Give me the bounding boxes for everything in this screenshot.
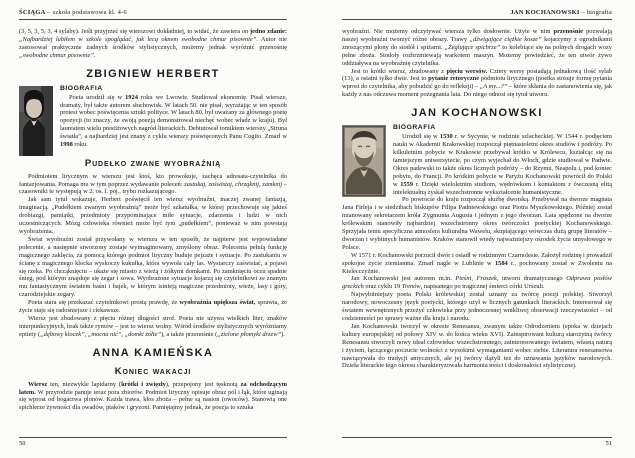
biography-label-kochanowski: BIOGRAFIA (393, 124, 436, 132)
paragraph-kochanowski-bio-2: Po powrocie do kraju rozpoczął służbę dworską. Przebywał na dworze magnata Jana Firleja i w siedzibach biskupów Filipa Padniewskiego oraz Piotra Myszkowskiego. Później został mianowany sekretarzem króla Zygmunta Augusta i jednym z jego dworzan. Lata spędzone na dworze królewskim stanowiły najbardziej wszechstronny okres twórczości poetyckiej Kochanowskiego. Sprzyjała temu specyficzna atmosfera kulturalna Wawelu, skupiającego wówczas dużą grupę literatów – dworzan i wybitnych humanistów. Kraków stanowił wtedy najważniejszy ośrodek życia umysłowego w Polsce. (342, 196, 612, 251)
zbigniew-herbert-photo (19, 86, 53, 156)
author-heading-jan-kochanowski: JAN KOCHANOWSKI (411, 107, 543, 120)
page-left-body (19, 28, 287, 428)
paragraph-kochanowski-bio-4: Jan Kochanowski jest autorem m.in. Pieśni, Fraszek, utworu dramatycznego Odprawa posłów greckich oraz cyklu 19 Trenów, napisanego po tragicznej śmierci córki Urszuli. (342, 275, 612, 291)
paragraph-koniec-wakacji-analysis: Jest to krótki wiersz, zbudowany z pięciu wersów. Cztery wersy posiadają jednakową ilość sylab (13), a ostatni tylko dwie. Jest to pytanie retoryczne podmiotu lirycznego (poetka stosuje formę pytania wprost do czytelnika, aby pobudzić go do refleksji) – „A my...?” – które skłania do zastanowienia się, jak każdy z nas odczuwa moment pożegnania lata. Do niego odnosi się tytuł utworu. (342, 67, 612, 99)
jan-kochanowski-portrait (342, 125, 386, 197)
page-footer-left (19, 437, 287, 447)
page-right (342, 0, 612, 458)
section-heading-koniec-wakacji: Koniec wakacji (114, 365, 192, 377)
paragraph-pudelko-1: Podmiotem lirycznym w wierszu jest ktoś, kto prowokuje, zachęca adresata-czytelnika do fantazjowania. Pomaga mu w tym poprzez wydawanie poleceń: zastukaj, zaświstaj, chrząknij, zamknij – czasowniki te występują w 2. os. l. poj., trybu rozkazującego. (19, 172, 287, 196)
running-head-right-subtitle: – biografia (579, 9, 612, 16)
running-head-left-subtitle: – szkoła podstawowa kl. 4-6 (45, 9, 127, 16)
page-left (19, 0, 287, 458)
running-head-right-title: JAN KOCHANOWSKI (510, 9, 580, 16)
paragraph-pudelko-3: Świat wyobraźni został przywołany w wierszu w ten sposób, że najpierw jest wypowiadane polecenie, a następnie stworzony zostaje wyimaginowany, zmyślony obraz. Polecenia pełnią funkcję magicznego zaklęcia, za pomocą którego podmiot liryczny buduje pejzaże i sytuacje. Po zastukaniu w ścianę z magicznego klocka wyskoczy kukułka, która wywoła cały las. Wystarczy zaświstać, a pojawi się rzeka. Po chrząknięciu – ukaże się miasto z wieżą i żółtymi domkami. Po zamknięciu oczu spadnie śnieg, pod którym znajduje się zegar i sowa. Wyobrażone sytuacje kojarzą się czytelnikowi ze znanym mu fantastycznym światem baśni i bajek, w którym istnieją magiczne przedmioty, wieże, lasy i góry, czarodziejskie zegary. (19, 235, 287, 299)
section-heading-pudelko-zwane-wyobraznia: Pudełko zwane wyobraźnią (84, 157, 222, 169)
paragraph-koniec-wakacji-continuation: wyobraźni. Nie możemy odczytywać wiersza tylko dosłownie. Użyte w nim przenośnie pozwalają naszej wyobraźni tworzyć różne obrazy. Trawy „dźwigające ciężkie kosze” kojarzymy z ogrodnikami znoszącymi plony do stodół i spiżarni. „Żeglujące spichrze” to kolebiące się na polnych drogach wozy pełne zboża. Stodoły rozbrzmiewają warkotem maszyn. Możemy powiedzieć, że ten utwór żywo oddziaływa na wyobraźnię czytelnika. (342, 28, 612, 67)
paragraph-continuation: (3, 5, 3, 5, 3, 4 sylaby). Jeśli przyjrzeć się wierszowi dokładniej, to widać, że zawiera on jedno zdanie: „Najbardziej lubiłem w szkole spoglądać, jak lecą oknem swobodne chmur pisownie”. Autor nie zastosował praktycznie żadnych środków stylistycznych, możemy jednak wyróżnić przenośnię „swobodne chmur pisownie”. (19, 28, 287, 59)
page-number-left: 50 (19, 440, 26, 447)
page-number-right: 51 (605, 440, 612, 447)
paragraph-kochanowski-bio-5: Najwybitniejszy poeta Polski królewskiej został uznany za twórcę poezji polskiej. Stworzył narodowy, nowoczesny język poetycki, którego użył w licznych gatunkach literackich. Interesował się światem wewnętrznych przeżyć człowieka przy jednoczesnej wnikliwej obserwacji rzeczywistości – od codzienności po sprawy ważne dla kraju i narodu. (342, 291, 612, 322)
paragraph-pudelko-5: Wiersz jest zbudowany z pięciu różnej długości strof. Poeta nie używa wielkich liter, znaków interpunkcyjnych, brak także rymów – jest to wiersz wolny. Wśród środków stylistycznych wyróżniamy epitety („dębowy klocek”, „mocna nić”, „domki żółte”), a także przenośnie („zielone płomyki drzew”). (19, 314, 287, 338)
paragraph-kochanowski-bio-3: W 1571 r. Kochanowski porzucił dwór i osiadł w rodzinnym Czarnolesie. Założył rodzinę i prowadził spokojne życie ziemianina. Zmarł nagle w Lublinie w 1584 r., pochowany został w Zwoleniu na Kielecczyźnie. (342, 251, 612, 275)
page-right-body (342, 28, 612, 428)
running-head-left-title: ŚCIĄGA (19, 9, 46, 16)
running-head-right (342, 9, 612, 20)
author-heading-anna-kamienska: ANNA KAMIEŃSKA (92, 346, 214, 359)
author-heading-zbigniew-herbert: ZBIGNIEW HERBERT (86, 67, 220, 80)
paragraph-kochanowski-bio-1: Urodził się w 1530 r. w Sycynie, w rodzinie szlacheckiej. W 1544 r. podjęciem nauki w Akademii Krakowskiej rozpoczął piętnastoletni okres studiów i podróży. Po kilkuletnim pobycie w Krakowie przebywał krótko w Królewcu, kształcąc się na tamtejszym uniwersytecie, po czym wyjechał do Włoch, gdzie studiował w Padwie. Okres padewski to także okres licznych podróży – do Rzymu, Neapolu i, pod koniec pobytu, do Francji. Po krótkim pobycie w Paryżu Kochanowski powrócił do Polski w 1559 r. Dzięki wieloletnim studiom, wędrówkom i kontaktom z ówczesną elitą intelektualną zyskał wszechstronne wykształcenie humanistyczne. (393, 133, 612, 196)
paragraph-pudelko-2: Jak sam tytuł wskazuje, Herbert poświęcił ten wiersz wyobraźni, inaczej zwanej fantazją, imaginacją. „Pudełkiem zwanym wyobraźnią” może być szkatułka, w której przechowuje się jakieś drobiazgi, pamiątki, przedmioty przypominające miłe sytuacje, zdarzenia i ludzi w nich uczestniczących. Mózg człowieka również może być tym „pudełkiem”, ponieważ w nim powstają wyobrażenia. (19, 196, 287, 235)
biography-label-herbert: BIOGRAFIA (60, 84, 103, 92)
paragraph-koniec-wakacji-1: Wiersz ten, niezwykle lapidarny (krótki i zwięzły), przepojony jest tęsknotą za odchodzącym latem. W przyrodzie panuje teraz pora zbiorów. Podmiot liryczny opisuje obraz pól i łąk, które uginają się wprost od bogactwa plonów. Każda trawa, kłos zboża – pełne są nasion (owoców). Stanowią one spichlerze żywności dla owadów, ptaków i gryzoni. Pamiętajmy jednak, że poezja to sztuka (19, 380, 287, 412)
page-footer-right (342, 437, 612, 447)
paragraph-herbert-bio: Poeta urodził się w 1924 roku we Lwowie. Studiował ekonomię. Pisał wiersze, dramaty, był także autorem słuchowisk. W latach 50. nie pisał, wyrażając w ten sposób protest wobec poświęcenia sztuki polityce. W latach 80. był uważany za głównego poetę opozycji (to znaczy, że swoją poezją demonstrował niechęć wobec władz w kraju). Był laureatem wielu prestiżowych nagród literackich. Debiutował tomikiem wierszy „Struna światła”, a najbardziej jest znany z cyklu wierszy poświęconych Panu Cogito. Zmarł w 1998 roku. (60, 93, 287, 149)
paragraph-kochanowski-bio-6: Jan Kochanowski tworzył w okresie Renesansu, zwanym także Odrodzeniem (epoka w dziejach kultury europejskiej od połowy XIV w. do końca wieku XVI). Zainspirowani kulturą starożytną twórcy Renesansu stworzyli nowy ideał człowieka: wszechstronnego, zainteresowanego światem, własną naturą i życiem, łączącego poczucie wolności z wysokimi wymaganiami wobec siebie. Literatura renesansowa nawiązywała do tradycji antycznych, ale jej twórcy dążyli też do uznawania języków narodowych. Dzieła literackie tego okresu charakteryzowała harmonia treści i doskonałości stylistycznej. (342, 322, 612, 370)
running-head-left (19, 9, 287, 20)
paragraph-pudelko-4: Poeta stara się przekazać czytelnikowi prostą prawdę, że wyobraźnia upiększa świat, sprawia, że życie staje się radośniejsze i ciekawsze. (19, 299, 287, 315)
